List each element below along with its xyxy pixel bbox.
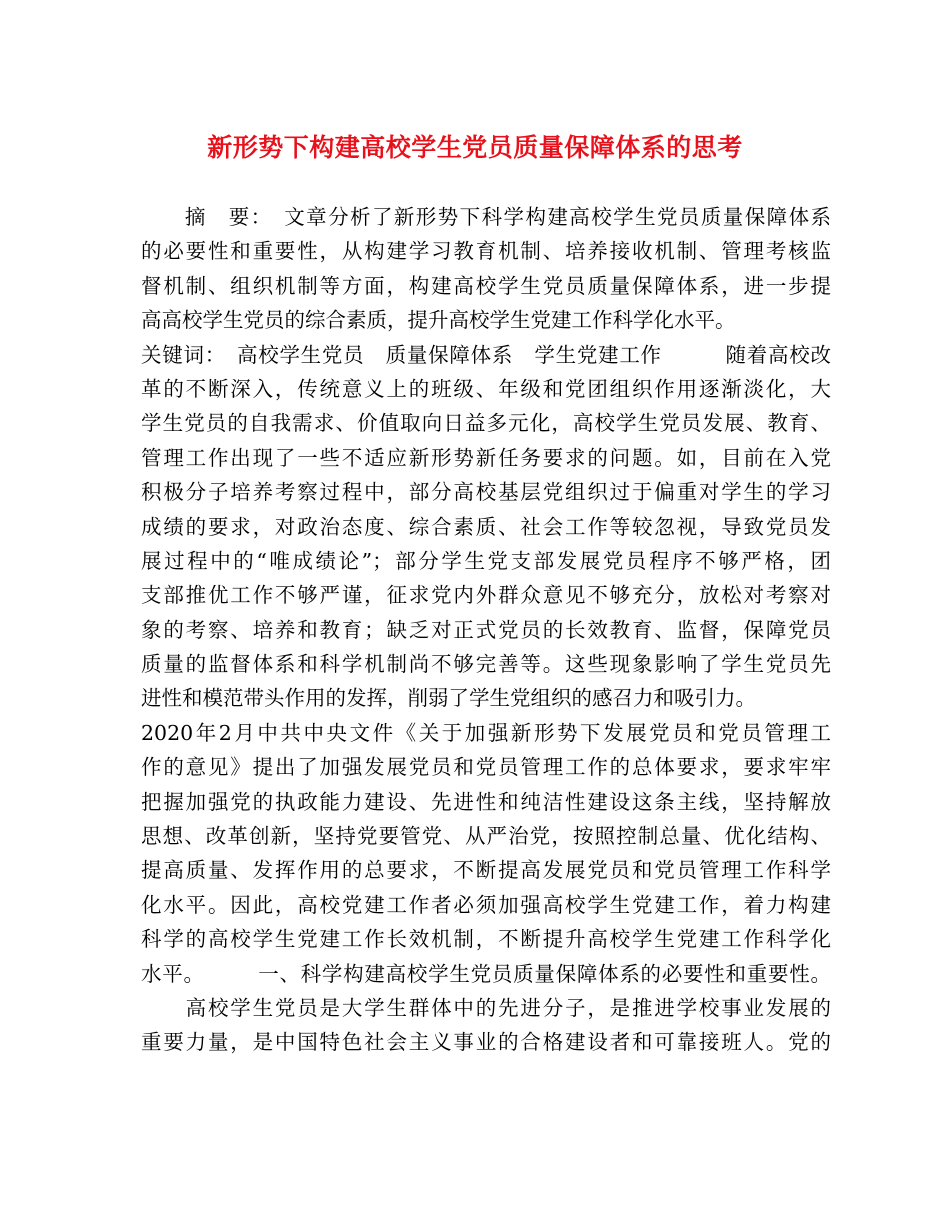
body-line: 提高质量、发挥作用的总要求，不断提高发展党员和党员管理工作科学 [141, 858, 831, 883]
body-line: 科学的高校学生党建工作长效机制，不断提升高校学生党建工作科学化 [141, 927, 831, 952]
body-line: 积极分子培养考察过程中，部分高校基层党组织过于偏重对学生的学习 [141, 480, 831, 505]
body-line: 督机制、组织机制等方面，构建高校学生党员质量保障体系，进一步提 [141, 273, 831, 298]
document-title: 新形势下构建高校学生党员质量保障体系的思考 [207, 133, 743, 162]
body-line: 进性和模范带头作用的发挥，削弱了学生党组织的感召力和吸引力。 [141, 686, 756, 711]
body-line: 化水平。因此，高校党建工作者必须加强高校学生党建工作，着力构建 [141, 892, 831, 917]
body-line: 作的意见》提出了加强发展党员和党员管理工作的总体要求，要求牢牢 [141, 755, 831, 780]
body-line: 管理工作出现了一些不适应新形势新任务要求的问题。如，目前在入党 [141, 445, 831, 470]
body-line: 学生党员的自我需求、价值取向日益多元化，高校学生党员发展、教育、 [141, 411, 831, 436]
body-line: 关键词： 高校学生党员 质量保障体系 学生党建工作 随着高校改 [141, 342, 831, 367]
body-line: 摘 要： 文章分析了新形势下科学构建高校学生党员质量保障体系 [141, 205, 831, 229]
body-line: 展过程中的“唯成绩论”；部分学生党支部发展党员程序不够严格，团 [141, 548, 831, 573]
body-line: 重要力量，是中国特色社会主义事业的合格建设者和可靠接班人。党的 [141, 1030, 831, 1055]
body-line: 高高校学生党员的综合素质，提升高校学生党建工作科学化水平。 [141, 308, 736, 333]
body-line: 水平。 一、科学构建高校学生党员质量保障体系的必要性和重要性。 [141, 961, 831, 986]
body-line: 象的考察、培养和教育；缺乏对正式党员的长效教育、监督，保障党员 [141, 617, 831, 642]
body-line: 思想、改革创新，坚持党要管党、从严治党，按照控制总量、优化结构、 [141, 824, 831, 849]
body-line: 2020年2月中共中央文件《关于加强新形势下发展党员和党员管理工 [141, 720, 831, 745]
document-body [141, 200, 831, 1060]
body-line: 革的不断深入，传统意义上的班级、年级和党团组织作用逐渐淡化，大 [141, 376, 831, 401]
body-line: 支部推优工作不够严谨，征求党内外群众意见不够充分，放松对考察对 [141, 583, 831, 608]
body-line: 质量的监督体系和科学机制尚不够完善等。这些现象影响了学生党员先 [141, 652, 831, 677]
body-line: 高校学生党员是大学生群体中的先进分子，是推进学校事业发展的 [141, 995, 831, 1020]
body-line: 成绩的要求，对政治态度、综合素质、社会工作等较忽视，导致党员发 [141, 514, 831, 539]
body-line: 把握加强党的执政能力建设、先进性和纯洁性建设这条主线，坚持解放 [141, 789, 831, 814]
body-line: 的必要性和重要性，从构建学习教育机制、培养接收机制、管理考核监 [141, 239, 831, 264]
